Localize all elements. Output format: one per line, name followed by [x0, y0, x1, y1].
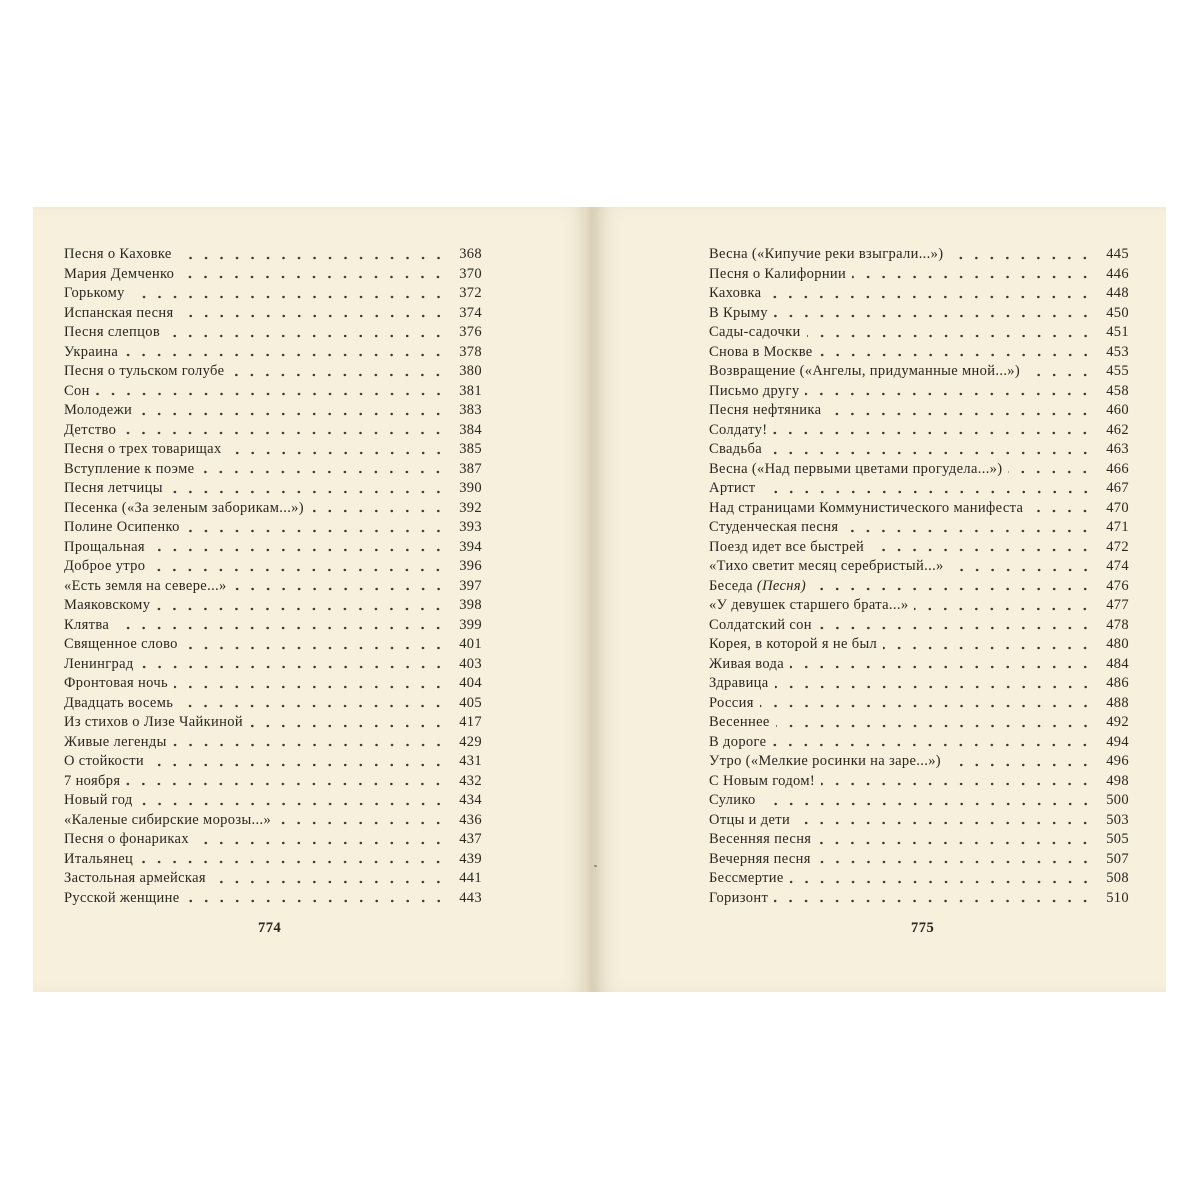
toc-entry-title: Весна («Над первыми цветами прогудела...»): [709, 460, 1003, 477]
toc-entry-title: Солдатский сон: [709, 616, 812, 633]
toc-entry: [709, 245, 1129, 265]
toc-entry-title: Застольная армейская: [64, 870, 206, 886]
toc-entry-page: 380: [459, 363, 482, 379]
page-number-right: 775: [911, 920, 935, 936]
toc-entry-page: 467: [1106, 480, 1129, 496]
page-number-left: 774: [258, 920, 282, 936]
toc-entry: [709, 830, 1129, 850]
toc-entry-title: Песня о трех товарищах: [64, 441, 222, 457]
toc-entry: [709, 752, 1129, 772]
toc-entry: [709, 733, 1129, 753]
toc-entry-title: «Тихо светит месяц серебристый...»: [709, 558, 944, 574]
toc-entry-title: Сон: [64, 382, 90, 399]
toc-entry-page: 480: [1106, 636, 1129, 652]
dot-leader: [827, 412, 1093, 416]
dot-leader: [774, 314, 1093, 318]
toc-entry-title: Живая вода: [709, 655, 785, 672]
toc-entry: [64, 655, 482, 675]
toc-entry-title: Сады-садочки: [709, 324, 801, 340]
toc-entry: [709, 284, 1129, 304]
toc-entry: [64, 791, 482, 811]
toc-entry-title: Детство: [64, 421, 117, 438]
toc-entry: [64, 343, 482, 363]
toc-entry-page: 476: [1106, 577, 1129, 594]
toc-entry-title: Горизонт: [709, 889, 769, 906]
toc-entry-title: С Новым годом!: [709, 772, 816, 789]
toc-entry: [709, 713, 1129, 733]
dot-leader: [870, 548, 1093, 552]
toc-entry-title: Артист: [709, 480, 756, 496]
dot-leader: [166, 334, 446, 338]
paper-speck: [594, 865, 597, 867]
dot-leader: [178, 256, 446, 260]
toc-entry-title: 7 ноября: [64, 772, 121, 789]
toc-entry-title: Из стихов о Лизе Чайкиной: [64, 714, 243, 730]
toc-entry-title: Снова в Москве: [709, 343, 813, 360]
toc-entry: [709, 694, 1129, 714]
toc-entry-title: Поезд идет все быстрей: [709, 538, 865, 555]
toc-entry-page: 462: [1106, 421, 1129, 438]
toc-entry-page: 470: [1106, 499, 1129, 516]
toc-entry-page: 441: [459, 870, 482, 886]
toc-entry-page: 498: [1106, 772, 1129, 789]
toc-entry-title: Украина: [64, 343, 119, 360]
dot-leader: [180, 275, 446, 279]
toc-entry-page: 392: [459, 499, 482, 516]
toc-entry: [64, 460, 482, 480]
toc-entry: [709, 850, 1129, 870]
dot-leader: [760, 704, 1093, 708]
dot-leader: [883, 646, 1093, 650]
toc-entry-title: Новый год: [64, 792, 133, 808]
toc-entry-title: Священное слово: [64, 636, 178, 652]
toc-entry-title: Песня летчицы: [64, 480, 163, 496]
dot-leader: [821, 782, 1093, 786]
toc-entry: [64, 479, 482, 499]
toc-entry: [709, 635, 1129, 655]
dot-leader: [817, 841, 1093, 845]
toc-entry-title: Песня о Каховке: [64, 246, 172, 262]
dot-leader: [812, 587, 1093, 591]
toc-entry: [64, 635, 482, 655]
toc-entry-page: 488: [1106, 694, 1129, 711]
toc-entry-page: 446: [1106, 265, 1129, 282]
dot-leader: [115, 626, 446, 630]
toc-entry-title: Прощальная: [64, 538, 145, 555]
toc-entry-page: 429: [459, 733, 482, 750]
dot-leader: [762, 802, 1093, 806]
toc-entry: [709, 479, 1129, 499]
toc-entry: [709, 343, 1129, 363]
toc-entry: [64, 382, 482, 402]
toc-entry-title: Здравица: [709, 675, 769, 691]
dot-leader: [774, 899, 1093, 903]
toc-entry-page: 453: [1106, 343, 1129, 360]
toc-entry-title: Двадцать восемь: [64, 694, 174, 711]
toc-entry-title: Сулико: [709, 792, 756, 808]
dot-leader: [195, 841, 446, 845]
toc-entry: [64, 499, 482, 519]
dot-leader: [775, 685, 1093, 689]
toc-entry: [709, 401, 1129, 421]
dot-leader: [124, 353, 446, 357]
toc-entry: [64, 616, 482, 636]
toc-entry-page: 431: [459, 753, 482, 769]
toc-list-right: [709, 245, 1129, 908]
toc-entry-page: 450: [1106, 304, 1129, 321]
dot-leader: [180, 314, 446, 318]
toc-entry-page: 374: [459, 304, 482, 321]
dot-leader: [950, 568, 1093, 572]
toc-entry-title: В дороге: [709, 733, 767, 750]
toc-entry: [709, 382, 1129, 402]
toc-entry-page: 432: [459, 772, 482, 789]
toc-entry-title: Каховка: [709, 285, 762, 301]
toc-entry: [709, 655, 1129, 675]
toc-entry-page: 397: [459, 577, 482, 594]
toc-entry-title: Возвращение («Ангелы, придуманные мной...»): [709, 363, 1021, 379]
toc-entry-page: 401: [459, 636, 482, 652]
toc-entry-page: 477: [1106, 597, 1129, 613]
dot-leader: [186, 529, 446, 533]
toc-entry-title: Письмо другу: [709, 382, 800, 399]
dot-leader: [772, 743, 1093, 747]
dot-leader: [767, 295, 1093, 299]
toc-entry-title: Живые легенды: [64, 733, 167, 750]
toc-entry-page: 376: [459, 324, 482, 340]
toc-entry-page: 378: [459, 343, 482, 360]
toc-entry-title: Вечерняя песня: [709, 850, 811, 867]
dot-leader: [817, 860, 1093, 864]
toc-entry-page: 458: [1106, 382, 1129, 399]
toc-list-left: [64, 245, 482, 908]
toc-entry: [709, 869, 1129, 889]
toc-entry-page: 471: [1106, 519, 1129, 535]
toc-entry-page: 403: [459, 655, 482, 672]
dot-leader: [122, 431, 446, 435]
dot-leader: [768, 451, 1093, 455]
toc-entry: [64, 694, 482, 714]
toc-entry-title: Свадьба: [709, 441, 763, 457]
toc-entry-page: 390: [459, 480, 482, 496]
dot-leader: [249, 724, 446, 728]
toc-entry-page: 508: [1106, 870, 1129, 886]
dot-leader: [1029, 509, 1093, 513]
toc-entry: [709, 616, 1129, 636]
toc-entry-title: Доброе утро: [64, 558, 146, 574]
toc-entry-page: 394: [459, 538, 482, 555]
toc-entry: [64, 401, 482, 421]
toc-entry: [64, 869, 482, 889]
toc-entry-page: 384: [459, 421, 482, 438]
toc-entry-page: 460: [1106, 402, 1129, 418]
dot-leader: [773, 431, 1093, 435]
dot-leader: [1008, 470, 1093, 474]
toc-entry-page: 437: [459, 831, 482, 847]
toc-entry-title: Беседа (Песня): [709, 577, 807, 594]
dot-leader: [796, 821, 1093, 825]
toc-entry-page: 417: [459, 714, 482, 730]
toc-entry-title: Вступление к поэме: [64, 460, 195, 477]
dot-leader: [184, 646, 446, 650]
toc-entry: [64, 421, 482, 441]
toc-entry-page: 500: [1106, 792, 1129, 808]
toc-entry-page: 496: [1106, 753, 1129, 769]
dot-leader: [230, 373, 446, 377]
dot-leader: [131, 295, 446, 299]
dot-leader: [150, 763, 446, 767]
toc-entry: [64, 733, 482, 753]
toc-entry: [64, 557, 482, 577]
dot-leader: [139, 802, 446, 806]
toc-entry: [64, 830, 482, 850]
dot-leader: [140, 665, 446, 669]
dot-leader: [310, 509, 446, 513]
toc-entry-title: Песня о тульском голубе: [64, 363, 225, 379]
dot-leader: [805, 392, 1093, 396]
dot-leader: [228, 451, 446, 455]
dot-leader: [914, 607, 1093, 611]
dot-leader: [947, 763, 1093, 767]
toc-entry-title: Песня слепцов: [64, 324, 161, 340]
toc-entry-title: Корея, в которой я не был: [709, 636, 878, 652]
toc-entry-page: 478: [1106, 616, 1129, 633]
toc-entry-page: 463: [1106, 441, 1129, 457]
toc-entry: [709, 460, 1129, 480]
toc-entry-page: 381: [459, 382, 482, 399]
toc-entry: [709, 557, 1129, 577]
toc-entry-title: Весенняя песня: [709, 831, 812, 847]
dot-leader: [776, 724, 1093, 728]
toc-entry-title: Песня нефтяника: [709, 402, 822, 418]
toc-entry-page: 399: [459, 616, 482, 633]
toc-entry-page: 439: [459, 850, 482, 867]
toc-entry: [64, 440, 482, 460]
toc-entry-title: «У девушек старшего брата...»: [709, 597, 909, 613]
dot-leader: [138, 412, 446, 416]
toc-entry-page: 398: [459, 597, 482, 613]
toc-entry-page: 448: [1106, 285, 1129, 301]
toc-entry-subtitle: (Песня): [756, 577, 807, 594]
toc-entry: [709, 304, 1129, 324]
toc-entry-title: Русской женщине: [64, 889, 180, 906]
toc-entry-title: Клятва: [64, 616, 110, 633]
toc-entry-page: 503: [1106, 811, 1129, 828]
toc-entry-page: 443: [459, 889, 482, 906]
toc-entry-page: 492: [1106, 714, 1129, 730]
toc-entry: [64, 889, 482, 909]
dot-leader: [151, 548, 446, 552]
toc-entry-title: Бессмертие: [709, 870, 784, 886]
toc-entry: [64, 811, 482, 831]
toc-entry: [64, 265, 482, 285]
toc-entry-page: 436: [459, 811, 482, 828]
toc-entry-page: 383: [459, 402, 482, 418]
toc-entry: [709, 772, 1129, 792]
toc-entry-title: Отцы и дети: [709, 811, 791, 828]
dot-leader: [790, 880, 1093, 884]
dot-leader: [156, 607, 446, 611]
toc-entry: [64, 362, 482, 382]
dot-leader: [186, 899, 446, 903]
toc-entry-page: 505: [1106, 831, 1129, 847]
toc-entry-title: Полине Осипенко: [64, 519, 180, 535]
toc-entry-title: Испанская песня: [64, 304, 174, 321]
left-page: [33, 207, 591, 992]
toc-entry: [64, 304, 482, 324]
dot-leader: [169, 490, 446, 494]
toc-entry: [64, 284, 482, 304]
toc-entry-title: Песня о фонариках: [64, 831, 189, 847]
toc-entry: [64, 713, 482, 733]
toc-entry-page: 445: [1106, 246, 1129, 262]
toc-entry-page: 393: [459, 519, 482, 535]
toc-entry-title: Итальянец: [64, 850, 134, 867]
toc-entry-title: Горькому: [64, 285, 125, 301]
toc-entry: [709, 577, 1129, 597]
dot-leader: [212, 880, 446, 884]
toc-entry-page: 368: [459, 246, 482, 262]
dot-leader: [126, 782, 446, 786]
dot-leader: [844, 529, 1093, 533]
dot-leader: [949, 256, 1093, 260]
toc-entry: [709, 265, 1129, 285]
dot-leader: [139, 860, 446, 864]
dot-leader: [277, 821, 446, 825]
toc-entry-page: 466: [1106, 460, 1129, 477]
toc-entry-page: 370: [459, 265, 482, 282]
toc-entry-page: 507: [1106, 850, 1129, 867]
toc-entry-title: Весеннее: [709, 714, 770, 730]
dot-leader: [762, 490, 1094, 494]
toc-entry-title: О стойкости: [64, 753, 144, 769]
toc-entry-title: Песня о Калифорнии: [709, 265, 847, 282]
toc-entry-page: 387: [459, 460, 482, 477]
toc-entry-page: 472: [1106, 538, 1129, 555]
dot-leader: [852, 275, 1093, 279]
toc-entry: [64, 674, 482, 694]
dot-leader: [819, 353, 1093, 357]
toc-entry: [709, 674, 1129, 694]
toc-entry-title: Весна («Кипучие реки взыграли...»): [709, 246, 944, 262]
toc-entry: [709, 499, 1129, 519]
toc-entry-page: 385: [459, 441, 482, 457]
toc-entry-title: Солдату!: [709, 421, 768, 438]
book-spread: [33, 207, 1166, 992]
toc-entry-page: 372: [459, 285, 482, 301]
toc-entry: [64, 772, 482, 792]
toc-entry-page: 405: [459, 694, 482, 711]
toc-entry: [709, 323, 1129, 343]
toc-entry: [64, 752, 482, 772]
toc-entry: [709, 538, 1129, 558]
toc-entry-page: 404: [459, 675, 482, 691]
toc-entry-page: 474: [1106, 558, 1129, 574]
toc-entry: [709, 791, 1129, 811]
toc-entry: [709, 811, 1129, 831]
right-page: [593, 207, 1166, 992]
toc-entry: [709, 440, 1129, 460]
toc-entry-title: Молодежи: [64, 402, 133, 418]
toc-entry-page: 455: [1106, 363, 1129, 379]
toc-entry: [709, 596, 1129, 616]
toc-entry-page: 451: [1106, 324, 1129, 340]
dot-leader: [818, 626, 1093, 630]
dot-leader: [179, 704, 446, 708]
toc-entry: [709, 518, 1129, 538]
toc-entry-title: Над страницами Коммунистического манифеста: [709, 499, 1024, 516]
toc-entry-title: Россия: [709, 694, 754, 711]
dot-leader: [200, 470, 446, 474]
dot-leader: [174, 685, 446, 689]
dot-leader: [807, 334, 1093, 338]
toc-entry: [64, 323, 482, 343]
dot-leader: [233, 587, 446, 591]
toc-entry-page: 486: [1106, 675, 1129, 691]
toc-entry-title: В Крыму: [709, 304, 768, 321]
toc-entry-page: 484: [1106, 655, 1129, 672]
dot-leader: [96, 392, 446, 396]
toc-entry-page: 510: [1106, 889, 1129, 906]
toc-entry-title: «Есть земля на севере...»: [64, 577, 227, 594]
toc-entry-title: Песенка («За зеленым заборикам...»): [64, 499, 304, 516]
toc-entry-page: 396: [459, 558, 482, 574]
toc-entry: [64, 850, 482, 870]
toc-entry: [709, 421, 1129, 441]
dot-leader: [173, 743, 446, 747]
toc-entry: [709, 889, 1129, 909]
toc-entry-title: Утро («Мелкие росинки на заре...»): [709, 753, 941, 769]
dot-leader: [790, 665, 1093, 669]
toc-entry: [64, 538, 482, 558]
dot-leader: [1026, 373, 1093, 377]
toc-entry-title: Маяковскому: [64, 597, 151, 613]
toc-entry-title: «Каленые сибирские морозы...»: [64, 811, 272, 828]
toc-entry: [64, 596, 482, 616]
toc-entry-page: 434: [459, 792, 482, 808]
toc-entry: [64, 245, 482, 265]
dot-leader: [151, 568, 446, 572]
toc-entry: [64, 518, 482, 538]
toc-entry: [709, 362, 1129, 382]
toc-entry-title: Фронтовая ночь: [64, 675, 168, 691]
toc-entry-title: Студенческая песня: [709, 519, 839, 535]
toc-entry-title: Ленинград: [64, 655, 134, 672]
toc-entry-title: Мария Демченко: [64, 265, 175, 282]
toc-entry-page: 494: [1106, 733, 1129, 750]
toc-entry: [64, 577, 482, 597]
